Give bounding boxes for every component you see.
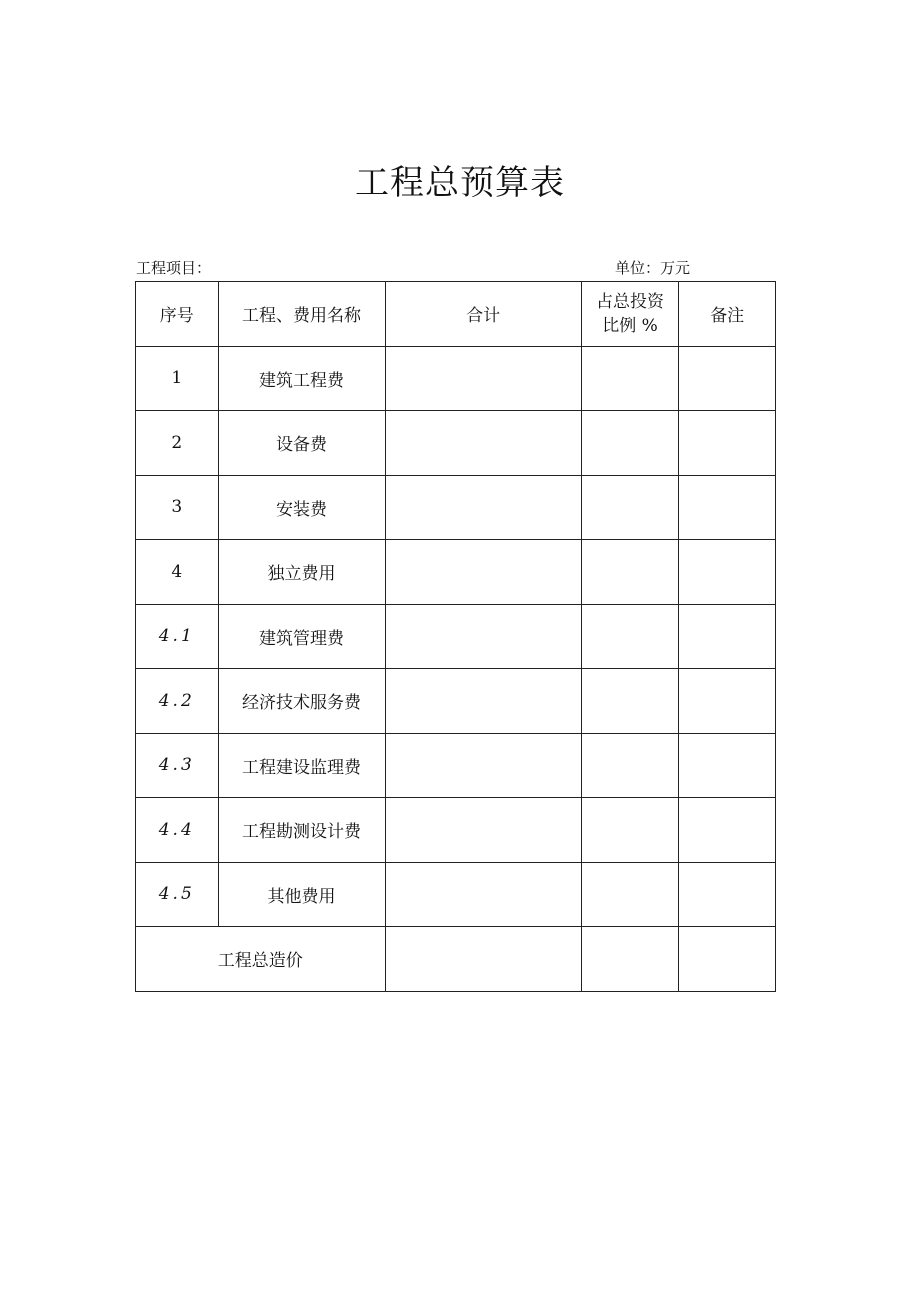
cell-total[interactable] [385,733,581,798]
row-no: 4.1 [136,604,219,669]
page-title: 工程总预算表 [355,163,565,203]
header-name: 工程、费用名称 [218,282,385,347]
row-no: 4.4 [136,798,219,863]
row-no: 4.2 [136,669,219,734]
header-ratio [581,282,679,347]
cell-note[interactable] [679,604,776,669]
cell-note[interactable] [679,346,776,411]
table-row [136,346,776,411]
row-name: 经济技术服务费 [218,669,385,734]
table-header-row [136,282,776,347]
table-row [136,733,776,798]
row-no: 3 [136,475,219,540]
cell-note[interactable] [679,669,776,734]
row-name: 建筑工程费 [218,346,385,411]
table-row [136,798,776,863]
row-no: 2 [136,411,219,476]
cell-total[interactable] [385,798,581,863]
cell-ratio[interactable] [581,927,679,992]
cell-total[interactable] [385,862,581,927]
cell-total[interactable] [385,346,581,411]
table-row [136,411,776,476]
cell-ratio[interactable] [581,669,679,734]
row-name: 工程建设监理费 [218,733,385,798]
cell-ratio[interactable] [581,475,679,540]
row-no: 4.3 [136,733,219,798]
row-name: 其他费用 [218,862,385,927]
table-row [136,669,776,734]
unit-label: 单位：万元 [615,259,691,277]
cell-total[interactable] [385,669,581,734]
budget-table [135,281,776,992]
table-row [136,540,776,605]
total-row [136,927,776,992]
cell-note[interactable] [679,475,776,540]
header-no: 序号 [136,282,219,347]
header-ratio-line2: 比例 % [602,315,658,336]
table-row [136,475,776,540]
cell-total[interactable] [385,475,581,540]
row-name: 独立费用 [218,540,385,605]
table-row [136,604,776,669]
cell-ratio[interactable] [581,862,679,927]
cell-note[interactable] [679,862,776,927]
cell-ratio[interactable] [581,604,679,669]
cell-ratio[interactable] [581,798,679,863]
cell-note[interactable] [679,733,776,798]
total-row-label: 工程总造价 [136,927,386,992]
row-name: 建筑管理费 [218,604,385,669]
row-name: 设备费 [218,411,385,476]
row-name: 工程勘测设计费 [218,798,385,863]
cell-ratio[interactable] [581,346,679,411]
cell-ratio[interactable] [581,733,679,798]
cell-note[interactable] [679,798,776,863]
cell-total[interactable] [385,540,581,605]
cell-note[interactable] [679,927,776,992]
row-no: 4 [136,540,219,605]
cell-note[interactable] [679,540,776,605]
header-total: 合计 [385,282,581,347]
project-label: 工程项目： [136,259,212,277]
header-note: 备注 [679,282,776,347]
cell-ratio[interactable] [581,411,679,476]
cell-ratio[interactable] [581,540,679,605]
header-ratio-line1: 占总投资 [596,291,665,312]
row-no: 4.5 [136,862,219,927]
cell-total[interactable] [385,927,581,992]
table-row [136,862,776,927]
cell-note[interactable] [679,411,776,476]
row-no: 1 [136,346,219,411]
cell-total[interactable] [385,604,581,669]
row-name: 安装费 [218,475,385,540]
cell-total[interactable] [385,411,581,476]
